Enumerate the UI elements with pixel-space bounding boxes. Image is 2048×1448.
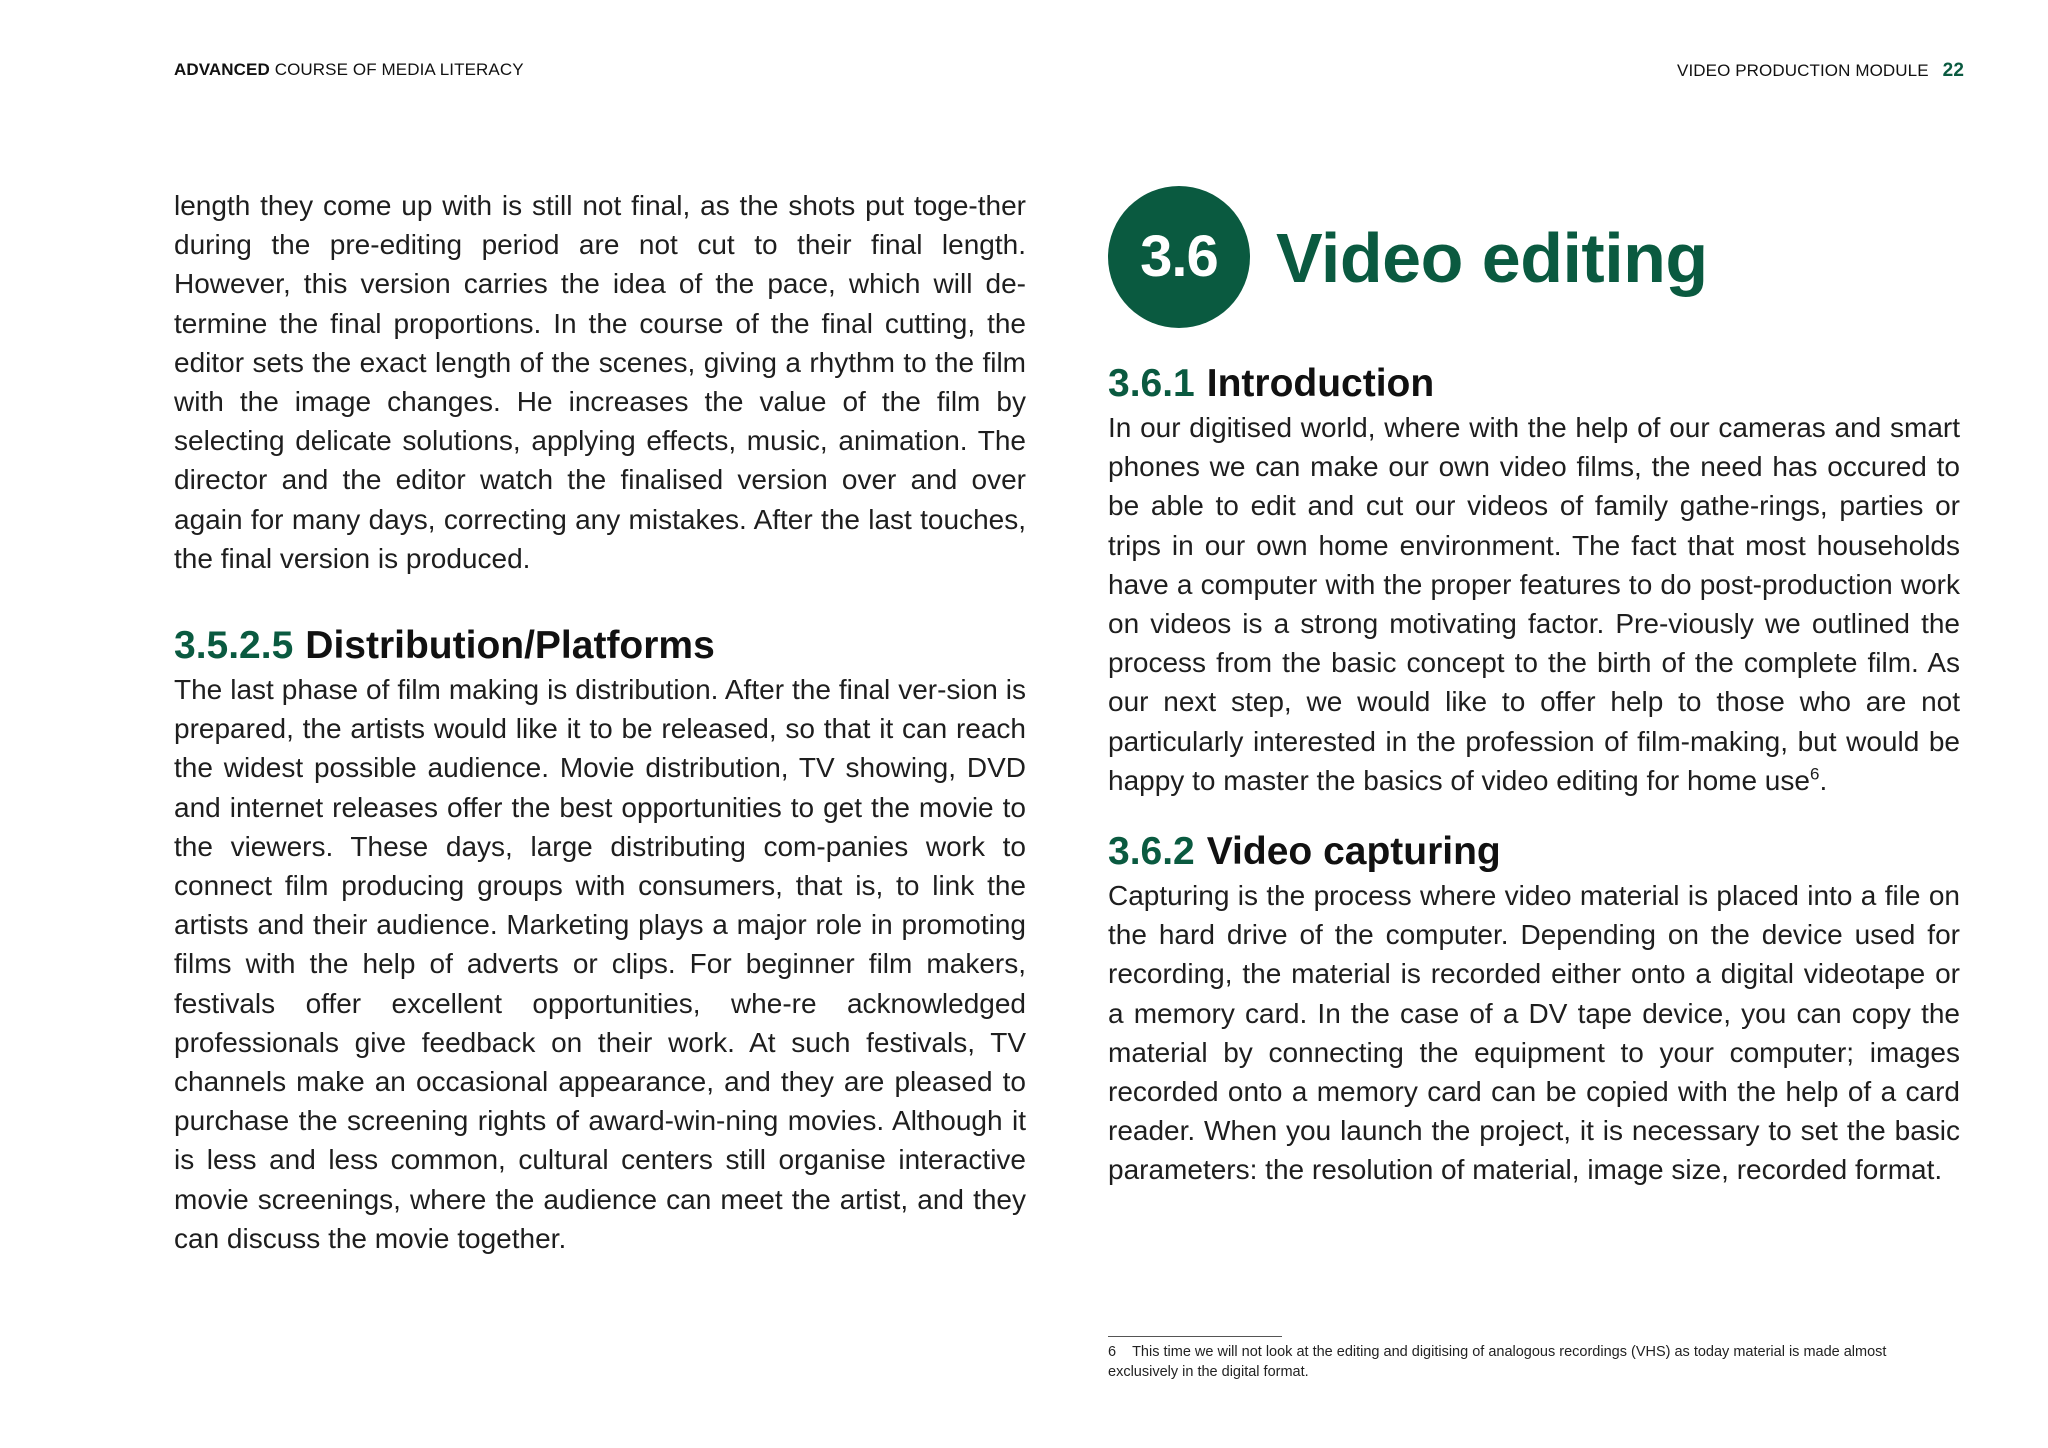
- footnote: [1108, 1342, 1928, 1382]
- intro-paragraph: length they come up with is still not final, as the shots put toge-ther during the pre-editing period are not cut to their final length. However, this version carries the idea of the pace, which will de-termine the final proportions. In the course of the final cutting, the editor sets the exact length of the scenes, giving a rhythm to the film with the image changes. He increases the value of the film by selecting delicate solutions, applying effects, music, animation. The director and the editor watch the finalised version over and over again for many days, correcting any mistakes. After the last touches, the final version is produced.: [174, 190, 1026, 574]
- section-number: 3.6.1: [1108, 362, 1195, 405]
- chapter-number-badge: 3.6: [1108, 186, 1250, 328]
- introduction-paragraph: [1108, 408, 1960, 800]
- introduction-text-end: .: [1819, 764, 1828, 796]
- footnote-text: This time we will not look at the editing and digitising of analogous recordings (VHS) as today material is made almost exclusively in the digital format.: [1108, 1344, 1887, 1380]
- header-bold-label: ADVANCED: [174, 60, 270, 79]
- right-column: [1108, 186, 1960, 1190]
- header-module-label: VIDEO PRODUCTION MODULE: [1677, 61, 1929, 80]
- footnote-divider: [1108, 1336, 1282, 1337]
- footnote-reference[interactable]: 6: [1809, 764, 1820, 784]
- section-heading-distribution: [174, 622, 1026, 670]
- header-course-label: COURSE OF MEDIA LITERACY: [269, 60, 524, 79]
- section-heading-introduction: [1108, 360, 1960, 408]
- section-number: 3.5.2.5: [174, 624, 294, 668]
- footnote-number: 6: [1108, 1344, 1117, 1360]
- page-number: 22: [1942, 60, 1964, 81]
- chapter-heading: [1108, 186, 1960, 332]
- section-title: Distribution/Platforms: [305, 624, 715, 668]
- section-title: Introduction: [1206, 362, 1435, 405]
- section-title: Video capturing: [1206, 830, 1501, 874]
- section-heading-video-capturing: [1108, 828, 1960, 876]
- introduction-text: In our digitised world, where with the help of our cameras and smart phones we can make our own video films, the need has occured to be able to edit and cut our videos of family gathe-rings, parties or trips in our own home environment. The fact that most households have a computer with the proper features to do post-production work on videos is a strong motivating factor. Pre-viously we outlined the process from the basic concept to the birth of the complete film. As our next step, we would like to offer help to those who are not particularly interested in the profession of film-making, but would be happy to master the basics of video editing for home use: [1108, 412, 1960, 796]
- distribution-paragraph: The last phase of film making is distribution. After the final ver-sion is prepared, the artists would like it to be released, so that it can reach the widest possible audience. Movie distribution, TV showing, DVD and internet releases offer the best opportunities to get the movie to the viewers. These days, large distributing com-panies work to connect film producing groups with consumers, that is, to link the artists and their audience. Marketing plays a major role in promoting films with the help of adverts or clips. For beginner film makers, festivals offer excellent opportunities, whe-re acknowledged professionals give feedback on their work. At such festivals, TV channels make an occasional appearance, and they are pleased to purchase the screening rights of award-win-ning movies. Although it is less and less common, cultural centers still organise interactive movie screenings, where the audience can meet the artist, and they can discuss the movie together.: [174, 674, 1026, 1254]
- running-head-right: [1677, 60, 1964, 82]
- left-column: [174, 186, 1026, 1258]
- chapter-title: Video editing: [1276, 219, 1708, 297]
- video-capturing-paragraph: Capturing is the process where video material is placed into a file on the hard drive of the computer. Depending on the device used for recording, the material is recorded either onto a digital videotape or a memory card. In the case of a DV tape device, you can copy the material by connecting the equipment to your computer; images recorded onto a memory card can be copied with the help of a card reader. When you launch the project, it is necessary to set the basic parameters: the resolution of material, image size, recorded format.: [1108, 880, 1960, 1186]
- section-number: 3.6.2: [1108, 830, 1195, 874]
- running-head-left: [174, 60, 524, 80]
